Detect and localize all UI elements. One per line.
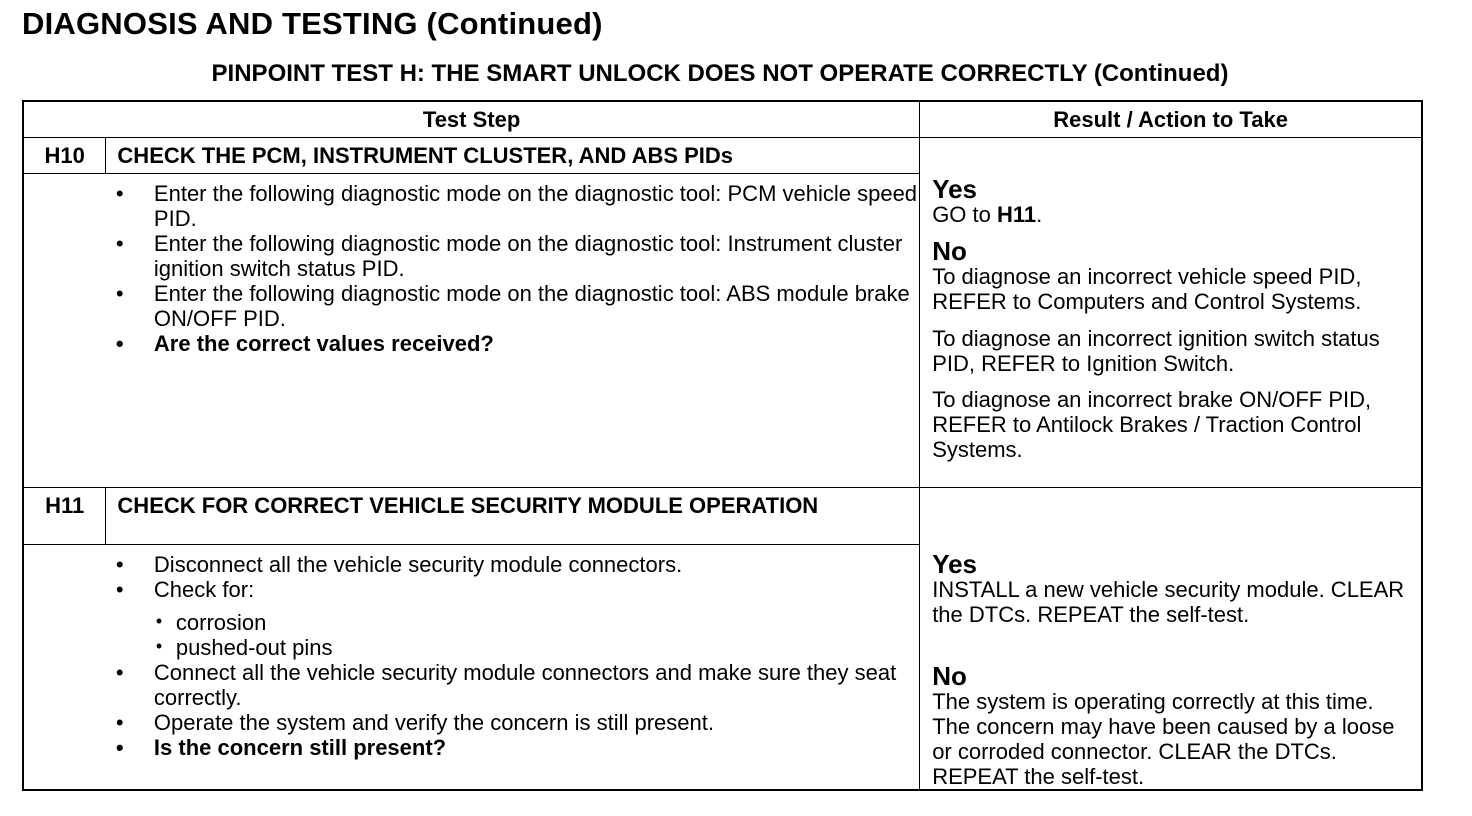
step-instructions bbox=[106, 544, 920, 790]
step-result bbox=[920, 488, 1422, 791]
page-title: DIAGNOSIS AND TESTING (Continued) bbox=[22, 6, 603, 41]
pinpoint-test-title: PINPOINT TEST H: THE SMART UNLOCK DOES NOT OPERATE CORRECTLY (Continued) bbox=[211, 60, 1229, 87]
test-step-header: Test Step bbox=[23, 101, 920, 138]
step-heading-row bbox=[23, 138, 1422, 174]
table-header-row bbox=[23, 101, 1422, 138]
step-heading-row bbox=[23, 488, 1422, 545]
no-text: To diagnose an incorrect brake ON/OFF PID, REFER to Antilock Brakes / Traction Control Systems. bbox=[932, 387, 1372, 462]
list-item: • Enter the following diagnostic mode on the diagnostic tool: Instrument cluster ignition switch status PID. bbox=[106, 231, 919, 281]
step-id-spacer bbox=[23, 544, 106, 790]
no-text: The system is operating correctly at this time. The concern may have been caused by a loose or corroded connector. CLEAR the DTCs. REPEAT the self-test. bbox=[932, 689, 1395, 789]
list-item: • Connect all the vehicle security module connectors and make sure they seat correctly. bbox=[106, 660, 919, 710]
sub-list-item: • pushed-out pins bbox=[154, 635, 919, 660]
step-heading: CHECK THE PCM, INSTRUMENT CLUSTER, AND ABS PIDs bbox=[106, 138, 920, 174]
step-id: H10 bbox=[23, 138, 106, 174]
list-item: • Are the correct values received? bbox=[106, 331, 919, 356]
yes-text: INSTALL a new vehicle security module. CLEAR the DTCs. REPEAT the self-test. bbox=[932, 577, 1405, 627]
step-id: H11 bbox=[23, 488, 106, 545]
list-item: • Disconnect all the vehicle security module connectors. bbox=[106, 552, 919, 577]
list-item: • Enter the following diagnostic mode on the diagnostic tool: PCM vehicle speed PID. bbox=[106, 181, 919, 231]
yes-label: Yes bbox=[932, 549, 978, 579]
no-label: No bbox=[932, 236, 967, 266]
step-id-spacer bbox=[23, 174, 106, 488]
step-heading: CHECK FOR CORRECT VEHICLE SECURITY MODULE OPERATION bbox=[106, 488, 920, 545]
list-item-text: Check for: bbox=[153, 576, 255, 602]
list-item bbox=[106, 577, 919, 660]
step-instructions bbox=[106, 174, 920, 488]
pinpoint-test-table bbox=[22, 100, 1423, 791]
list-item: • Operate the system and verify the concern is still present. bbox=[106, 710, 919, 735]
yes-text: GO to H11. bbox=[932, 202, 1043, 227]
yes-label: Yes bbox=[932, 174, 978, 204]
no-label: No bbox=[932, 661, 967, 691]
step-result bbox=[920, 138, 1422, 488]
no-text: To diagnose an incorrect ignition switch status PID, REFER to Ignition Switch. bbox=[932, 326, 1380, 376]
sub-list-item: • corrosion bbox=[154, 610, 919, 635]
list-item: • Enter the following diagnostic mode on the diagnostic tool: ABS module brake ON/OFF PID. bbox=[106, 281, 919, 331]
result-header: Result / Action to Take bbox=[920, 101, 1422, 138]
no-text: To diagnose an incorrect vehicle speed PID, REFER to Computers and Control Systems. bbox=[932, 264, 1362, 314]
list-item: • Is the concern still present? bbox=[106, 735, 919, 760]
